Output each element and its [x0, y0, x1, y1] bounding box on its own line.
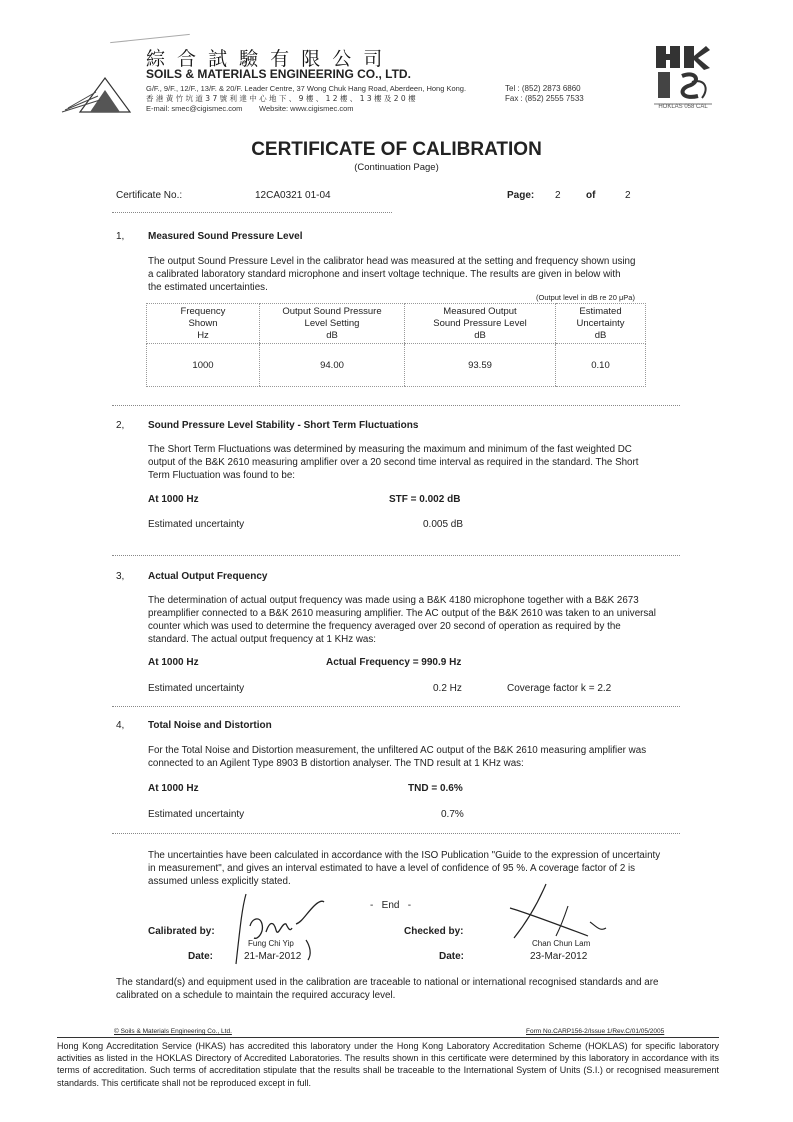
section-3-text — [148, 594, 656, 646]
end-marker: - End - — [370, 900, 412, 911]
section-4-text — [148, 744, 646, 770]
section-2-number: 2, — [116, 420, 125, 431]
section-4-uncertainty-label: Estimated uncertainty — [148, 809, 245, 820]
closing-text-line: in measurement", and gives an interval estimated to have a level of confidence of 95 %. A coverage factor of 2 is — [148, 863, 636, 874]
company-name-en: SOILS & MATERIALS ENGINEERING CO., LTD. — [146, 67, 411, 81]
page-label: Page: — [507, 190, 535, 201]
header-line: Level Setting — [304, 318, 360, 329]
section-1-text — [148, 255, 635, 294]
section-4-result: TND = 0.6% — [408, 783, 463, 794]
table-header-cell — [556, 304, 646, 344]
checked-date: 23-Mar-2012 — [530, 951, 588, 962]
section-3-result: Actual Frequency = 990.9 Hz — [326, 657, 462, 668]
calibrator-name: Fung Chi Yip — [248, 939, 294, 948]
table-note: (Output level in dB re 20 μPa) — [536, 293, 635, 302]
section-3-text-line: standard. The actual output frequency at 1 KHz was: — [148, 634, 377, 645]
checked-date-label: Date: — [439, 951, 465, 962]
traceability-statement — [116, 976, 658, 1002]
header-line: dB — [594, 330, 607, 341]
section-1-text-line: the estimated uncertainties. — [148, 282, 268, 293]
traceability-line: calibrated on a schedule to maintain the required accuracy level. — [116, 990, 396, 1001]
header-line: dB — [326, 330, 338, 341]
address-en: G/F., 9/F., 12/F., 13/F. & 20/F. Leader Centre, 37 Wong Chuk Hang Road, Aberdeen, Hong Kong. — [146, 84, 467, 93]
address-cn: 香 港 黃 竹 坑 道 3 7 號 利 達 中 心 地 下 、 9 樓 、 1 2 樓 、 1 3 樓 及 2 0 樓 — [146, 94, 416, 103]
calibrated-by-label: Calibrated by: — [148, 926, 215, 937]
copyright: © Soils & Materials Engineering Co., Ltd. — [114, 1028, 232, 1035]
header-line: Output Sound Pressure — [282, 306, 382, 317]
section-4-frequency: At 1000 Hz — [148, 783, 199, 794]
section-3-coverage-factor: Coverage factor k = 2.2 — [507, 683, 612, 694]
section-4-title: Total Noise and Distortion — [148, 720, 272, 731]
section-3-text-line: counter which was used to determine the frequency averaged over 20 second of operation as required by the — [148, 621, 621, 632]
table-header-cell — [405, 304, 556, 344]
header-line: Uncertainty — [576, 318, 625, 329]
closing-text-line: The uncertainties have been calculated in accordance with the ISO Publication "Guide to the expression of uncertainty — [148, 850, 661, 861]
table-cell: 93.59 — [405, 344, 556, 387]
header-line: Hz — [197, 330, 209, 341]
section-4-text-line: connected to an Agilent Type 8903 B distortion analyser. The TND result at 1 KHz was: — [148, 758, 524, 769]
section-2-frequency: At 1000 Hz — [148, 494, 199, 505]
section-1-text-line: a calibrated laboratory standard microphone and insert voltage technique. The results are given in below with — [148, 269, 621, 280]
header-line: Sound Pressure Level — [433, 318, 527, 329]
checker-signature — [500, 878, 620, 942]
section-3-uncertainty-value: 0.2 Hz — [433, 683, 462, 694]
header-line: Frequency — [180, 306, 226, 317]
divider — [112, 405, 680, 406]
section-3-title: Actual Output Frequency — [148, 571, 268, 582]
closing-text-line: assumed unless explicitly stated. — [148, 876, 291, 887]
company-address — [146, 84, 506, 114]
table-row — [147, 344, 646, 387]
section-3-frequency: At 1000 Hz — [148, 657, 199, 668]
email-website: E-mail: smec@cigismec.com Website: www.cigismec.com — [146, 104, 354, 113]
section-2-title: Sound Pressure Level Stability - Short Term Fluctuations — [148, 420, 419, 431]
header-decor-line — [110, 34, 190, 43]
section-4-text-line: For the Total Noise and Distortion measurement, the unfiltered AC output of the B&K 2610 measuring amplifier was — [148, 745, 647, 756]
header-line: dB — [474, 330, 486, 341]
calibrated-date: 21-Mar-2012 — [244, 951, 302, 962]
fax-number: Fax : (852) 2555 7533 — [505, 94, 584, 103]
table-cell: 94.00 — [260, 344, 405, 387]
checked-by-label: Checked by: — [404, 926, 464, 937]
company-logo — [60, 72, 145, 114]
section-2-text-line: The Short Term Fluctuations was determined by measuring the maximum and minimum of the fast weighted DC — [148, 444, 632, 455]
contact-phone — [505, 84, 584, 104]
divider — [112, 555, 680, 556]
certificate-subtitle: (Continuation Page) — [354, 162, 439, 173]
header-line: Shown — [188, 318, 218, 329]
table-header-cell — [260, 304, 405, 344]
tel-number: Tel : (852) 2873 6860 — [505, 84, 581, 93]
company-name-cn: 綜 合 試 驗 有 限 公 司 — [146, 48, 386, 70]
header-line: Estimated — [579, 306, 622, 317]
section-2-uncertainty-value: 0.005 dB — [423, 519, 464, 530]
section-3-uncertainty-label: Estimated uncertainty — [148, 683, 245, 694]
section-1-title: Measured Sound Pressure Level — [148, 231, 303, 242]
section-2-text — [148, 443, 639, 482]
table-header-cell — [147, 304, 260, 344]
table-cell: 0.10 — [556, 344, 646, 387]
header-line: Measured Output — [443, 306, 517, 317]
footer-divider — [57, 1037, 719, 1038]
calibration-table — [146, 303, 646, 387]
section-3-text-line: The determination of actual output frequency was made using a B&K 4180 microphone together with a B&K 2673 — [148, 595, 639, 606]
checker-name: Chan Chun Lam — [532, 939, 591, 948]
section-1-number: 1, — [116, 231, 125, 242]
section-2-uncertainty-label: Estimated uncertainty — [148, 519, 245, 530]
certificate-no-value: 12CA0321 01-04 — [255, 190, 331, 201]
hoklas-logo — [652, 42, 714, 120]
page-number: 2 — [555, 190, 561, 201]
table-header-row — [147, 304, 646, 344]
divider — [112, 212, 392, 213]
form-number: Form No.CARP156-2/Issue 1/Rev.C/01/05/2005 — [526, 1028, 665, 1035]
page-of: of — [586, 190, 596, 201]
section-4-number: 4, — [116, 720, 125, 731]
section-2-text-line: output of the B&K 2610 measuring amplifier over a 20 second time interval as required in the standard. The Short — [148, 457, 639, 468]
section-1-text-line: The output Sound Pressure Level in the calibrator head was measured at the setting and frequency shown using — [148, 256, 636, 267]
section-3-text-line: preamplifier connected to a B&K 2610 measuring amplifier. The AC output of the B&K 2610 was taken to an universal — [148, 608, 656, 619]
section-4-uncertainty-value: 0.7% — [441, 809, 464, 820]
certificate-title: CERTIFICATE OF CALIBRATION — [251, 139, 542, 160]
section-2-text-line: Term Fluctuation was found to be: — [148, 470, 296, 481]
traceability-line: The standard(s) and equipment used in the calibration are traceable to national or international recognised standards and are — [116, 977, 659, 988]
certificate-no-label: Certificate No.: — [116, 190, 183, 201]
page-total: 2 — [625, 190, 631, 201]
calibrated-date-label: Date: — [188, 951, 214, 962]
hoklas-logo-sub: HOKLAS 058 CAL — [658, 104, 708, 110]
section-3-number: 3, — [116, 571, 125, 582]
table-cell: 1000 — [147, 344, 260, 387]
accreditation-statement: Hong Kong Accreditation Service (HKAS) has accredited this laboratory under the Hong Kong Laboratory Accreditation Scheme (HOKLAS) for specific laboratory activities as listed in the HOKLAS Directory of Accredited Laboratories. The results shown in this certificate were determined by this laboratory in accordance with its terms of accreditation. Such terms of accreditation stipulate that the results shall be traceable to the International System of Units (S.I.) or recognised measurement standards. This certificate shall not be reproduced except in full. — [57, 1041, 719, 1088]
divider — [112, 706, 680, 707]
divider — [112, 833, 680, 834]
section-2-result: STF = 0.002 dB — [389, 494, 461, 505]
